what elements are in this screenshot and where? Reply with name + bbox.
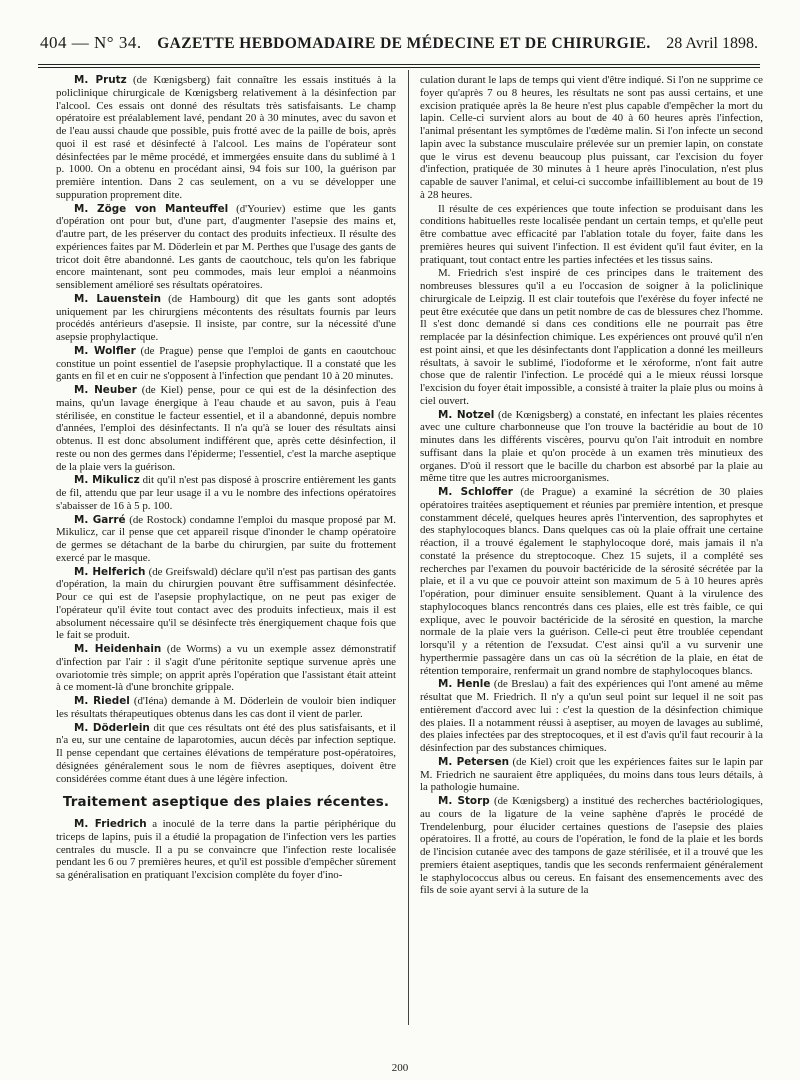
paragraph-text: culation durant le laps de temps qui vient d'être indiqué. Si l'on ne supprime ce foyer qu'après 7 ou 8 heures, les résultats ne sont pas aussi certains, et une excision pratiquée après la 8e heure n'est plus capable d'empêcher la mort du lapin. Celle-ci survient alors au bout de 40 à 60 heures après l'infection, l'animal présentant les symptômes de l'œdème malin. Si l'on infecte un second lapin avec la substance musculaire prélevée sur un premier lapin, on constate que le virus est devenu beaucoup plus puissant, car l'excision du foyer d'infection, pratiquée de 30 minutes à 1 heure après l'inoculation, n'est plus capable de sauver l'animal, et celui-ci succombe infailliblement au bout de 19 à 28 heures. <box>420 74 763 201</box>
paragraph <box>420 486 763 677</box>
author-name: M. Heidenhain <box>74 643 162 655</box>
author-name: M. Henle <box>438 678 491 691</box>
paragraph-text: dit qu'il n'est pas disposé à proscrire entièrement les gants de fil, attendu que par leur usage il a vu le nombre des infections opératoires s'abaisser de 16 à 5 p. 100. <box>56 474 396 512</box>
paragraph-text: (de Prague) pense que l'emploi de gants en caoutchouc constitue un point essentiel de l'asepsie prophylactique. Il a constaté que les gants en fil et en cuir ne s'opposent à l'infection que pendant 10 à 20 minutes. <box>56 344 396 383</box>
paragraph <box>420 74 763 202</box>
paragraph-text: (de Kœnigsberg) a constaté, en infectant les plaies récentes avec une culture charbonneuse que l'on trouve la bactéridie au bout de 10 minutes dans les différents viscères, pourvu qu'on l'ait introduit en nombre suffisant dans la plaie et qu'on procède à un examen très minutieux des organes. D'où il ressort que le bacille du charbon est absorbé par la plaie au même titre que les autres microorganismes. <box>420 408 763 485</box>
paragraph <box>56 695 396 721</box>
paragraph-text: (de Prague) a examiné la sécrétion de 30 plaies opératoires traitées aseptiquement et réunies par première intention, et presque constamment décelé, quelques heures après l'intervention, des saprophytes et des staphylocoques blancs. Dans quelques cas où la plaie offrait une certaine réaction, il a trouvé également le staphylocoque doré, mais jamais il n'a constaté la présence du streptocoque. Chez 15 sujets, il a complété ses recherches par l'examen du pouvoir bactéricide de la sérosité sécrétée par la plaie, et il a vu que ce pouvoir atteint son maximum de 5 à 10 heures après l'opération, pour diminuer ensuite sensiblement. Quant à la virulence des staphylocoques blancs rencontrés dans ces plaies, elle est très faible, ce qui explique, avec le pouvoir bactéricide de la sérosité en question, la marche normale de la plaie vers la guérison. Celle-ci peut être troublée cependant lorsqu'il y a rétention de l'exsudat. C'est ainsi qu'il a vu survenir une hyperthermie passagère dans un cas où la sécrétion de la plaie, en état de rétention temporaire, renfermait un grand nombre de staphylocoques blancs. <box>420 486 763 677</box>
paragraph <box>420 203 763 267</box>
paragraph-text: Il résulte de ces expériences que toute infection se produisant dans les conditions habituelles reste localisée pendant un certain temps, et qu'elle peut être combattue avec efficacité par l'ablation totale du foyer, faite dans les premières heures qui suivent l'infection. Il est évident qu'il faut éviter, en la pratiquant, tout contact entre les parties infectées et les tissus sains. <box>420 202 763 266</box>
paragraph-text: (de Kiel) pense, pour ce qui est de la désinfection des mains, qu'un lavage énergique à l'eau chaude et au savon, puis à l'eau stérilisée, en constitue le facteur essentiel, et il a abandonné, depuis nombre d'années, l'emploi des désinfectants. Il n'a qu'à se louer des résultats ainsi obtenus. Il est donc absolument indifférent que, après cette désinfection, il reste ou non des germes dans l'épiderme; l'essentiel, c'est la marche aseptique de la plaie vers la guérison. <box>56 384 396 473</box>
author-name: M. Prutz <box>74 74 127 86</box>
author-name: M. Mikulicz <box>74 474 140 487</box>
journal-title: GAZETTE HEBDOMADAIRE DE MÉDECINE ET DE CHIRURGIE. <box>157 35 651 52</box>
paragraph <box>56 203 396 292</box>
author-name: M. Garré <box>74 513 126 526</box>
author-name: M. Neuber <box>74 384 137 396</box>
paragraph <box>56 566 396 643</box>
issue-number: 404 — N° 34. <box>40 33 142 52</box>
paragraph-text: (d'Youriev) estime que les gants d'opération ont pour but, d'une part, d'augmenter l'asepsie des mains et, d'autre part, de les préserver du contact des produits infectieux. Il résulte des expériences faites par M. Döderlein et par M. Perthes que l'usage des gants de tricot doit être abandonné. Les gants de caoutchouc, tels qu'on les fabrique encore maintenant, sont peu commodes, mais leur emploi a néanmoins sensiblement amélioré ses résultats opératoires. <box>56 202 396 291</box>
author-name: M. Wolfler <box>74 344 136 357</box>
right-paragraphs <box>420 74 763 897</box>
paragraph-text: (de Kiel) croit que les expériences faites sur le lapin par M. Friedrich ne sauraient être appliquées, du moins dans tous leurs détails, à la pathologie humaine. <box>420 755 763 794</box>
paragraph <box>420 795 763 897</box>
left-paragraphs <box>56 74 396 785</box>
paragraph <box>56 643 396 694</box>
paragraph <box>420 678 763 755</box>
paragraph-text: (de Breslau) a fait des expériences qui l'ont amené au même résultat que M. Friedrich. Il n'y a qu'un seul point sur lequel il ne soit pas entièrement d'accord avec lui : c'est la question de la désinfection chimique des plaies. Il a notamment réussi à aseptiser, au moyen de lavages au sublimé, des plaies infectées par des streptocoques, et il est d'avis qu'il faut recourir à la désinfection par des substances chimiques. <box>420 678 763 754</box>
paragraph-text: (de Hambourg) dit que les gants sont adoptés uniquement par les chirurgiens mécontents des résultats fournis par leurs procédés antérieurs d'asepsie. Il insiste, par contre, sur la nécessité d'une asepsie prophylactique. <box>56 292 396 343</box>
page-number: 200 <box>391 1062 409 1074</box>
author-name: M. Petersen <box>438 755 510 768</box>
paragraph-text: (de Kœnigsberg) fait connaître les essais institués à la policlinique chirurgicale de Kœnigsberg relativement à la désinfection par l'alcool. Ces essais ont donné des résultats très satisfaisants. Le champ opératoire est préalablement lavé, pendant 20 à 30 minutes, avec du savon et de l'eau aussi chaude que possible, puis frotté avec de la paille de bois, après quoi il est rasé et désinfecté à l'alcool. Les mains de l'opérateur sont désinfectées par le même procédé, et immergées ensuite dans du sublimé à 1 p. 1000. On a obtenu en procédant ainsi, 94 fois sur 100, la guérison par première intention. Dans 2 cas seulement, on a vu se développer une suppuration proprement dite. <box>56 74 396 201</box>
paragraph <box>56 514 396 565</box>
paragraph-text: (de Kœnigsberg) a institué des recherches bactériologiques, au cours de la ligature de la veine saphène d'après le procédé de Trendelenburg, pour élucider certaines questions de l'asepsie des plaies opératoires. Il a frotté, au cours de l'opération, le fond de la plaie et les bords de l'incision cutanée avec des tampons de gaze stérilisée, et il a trouvé que les premiers étaient aseptiques, tandis que les seconds renfermaient généralement le staphylococcus albus ou cereus. En faisant des ensemencements avec des fils de soie ayant servi à la suture de la <box>420 795 763 897</box>
author-name: M. Notzel <box>438 408 495 421</box>
section-title: Traitement aseptique des plaies récentes. <box>62 795 390 811</box>
paragraph <box>420 267 763 407</box>
paragraph-text: (de Worms) a vu un exemple assez démonstratif d'infection par l'air : il s'agit d'une péritonite septique survenue après une ovariotomie très simple; on apprit après l'opération que l'assistant était atteint à ce moment-là d'une bronchite grippale. <box>56 643 396 694</box>
paragraph <box>56 74 396 202</box>
paragraph <box>56 722 396 786</box>
author-name: M. Zöge von Manteuffel <box>74 202 229 215</box>
running-header <box>40 33 758 59</box>
paragraph <box>56 293 396 344</box>
author-name: M. Helferich <box>74 565 146 578</box>
header-rule-top <box>38 64 760 65</box>
author-name: M. Friedrich <box>74 818 147 830</box>
paragraph-text: dit que ces résultats ont été des plus satisfaisants, et il n'a eu, sur une centaine de laparotomies, aucun décès par infection septique. Il pense cependant que certaines élévations de température post-opératoires, désignées généralement sous le nom de fièvres aseptiques, doivent être considérées comme étant dues à une légère infection. <box>56 721 396 785</box>
paragraph-text: a inoculé de la terre dans la partie périphérique du triceps de lapins, puis il a étudié la propagation de l'infection vers les parties centrales du muscle. Il a pu se convaincre que l'infection reste localisée pendant les 6 ou 7 premières heures, et qu'il est possible d'empêcher sûrement sa généralisation en pratiquant l'excision complète du foyer d'ino- <box>56 818 396 881</box>
paragraph <box>420 409 763 486</box>
header-rule-bottom <box>38 67 760 68</box>
paragraph-text: M. Friedrich s'est inspiré de ces principes dans le traitement des nombreuses blessures qu'il a eu l'occasion de soigner à la policlinique chirurgicale de Leipzig. Il est clair toutefois que l'exérèse du foyer infecté ne peut être exécutée que dans un petit nombre de cas de blessures chez l'homme. Il s'est donc demandé si dans ces conditions elle ne pourrait pas être remplacée par la désinfection chimique. Les expériences ont prouvé qu'il n'en est point ainsi, et que les désinfectants dont l'application a donné les meilleurs résultats, à savoir le sublimé, l'iodoforme et le xéroforme, n'ont fait autre chose que de ralentir l'infection. Le procédé qui a le mieux réussi lorsque l'excision du foyer était impossible, a consisté à traiter la plaie plus ou moins à ciel ouvert. <box>420 267 763 407</box>
issue-date: 28 Avril 1898. <box>666 35 758 52</box>
right-column <box>420 74 763 1059</box>
author-name: M. Storp <box>438 795 490 807</box>
column-divider <box>408 70 409 1025</box>
paragraph <box>420 756 763 794</box>
author-name: M. Riedel <box>74 695 130 707</box>
paragraph-text: (de Greifswald) déclare qu'il n'est pas partisan des gants d'opération, la main du chirurgien pouvant être suffisamment désinfectée. Pour ce qui est de l'asepsie prophylactique, on ne peut pas exiger de l'opérateur qu'il évite tout contact avec des produits infectieux, mais il est absolument nécessaire qu'il se désinfecte très énergiquement chaque fois que le fait se produit. <box>56 565 396 642</box>
paragraph <box>56 384 396 473</box>
author-name: M. Döderlein <box>74 721 150 734</box>
author-name: M. Schloffer <box>438 486 513 498</box>
paragraph <box>56 474 396 512</box>
paragraph <box>56 345 396 383</box>
paragraph-text: (d'Iéna) demande à M. Döderlein de vouloir bien indiquer les résultats thérapeutiques obtenus dans les cas dont il vient de parler. <box>56 695 396 720</box>
paragraph-text: (de Rostock) condamne l'emploi du masque proposé par M. Mikulicz, car il pense que cet appareil risque d'inonder le champ opératoire de germes se détachant de la barbe du chirurgien, par suite du frottement exercé par le masque. <box>56 513 396 564</box>
paragraph <box>56 818 396 882</box>
author-name: M. Lauenstein <box>74 292 161 305</box>
left-column <box>56 74 396 1059</box>
